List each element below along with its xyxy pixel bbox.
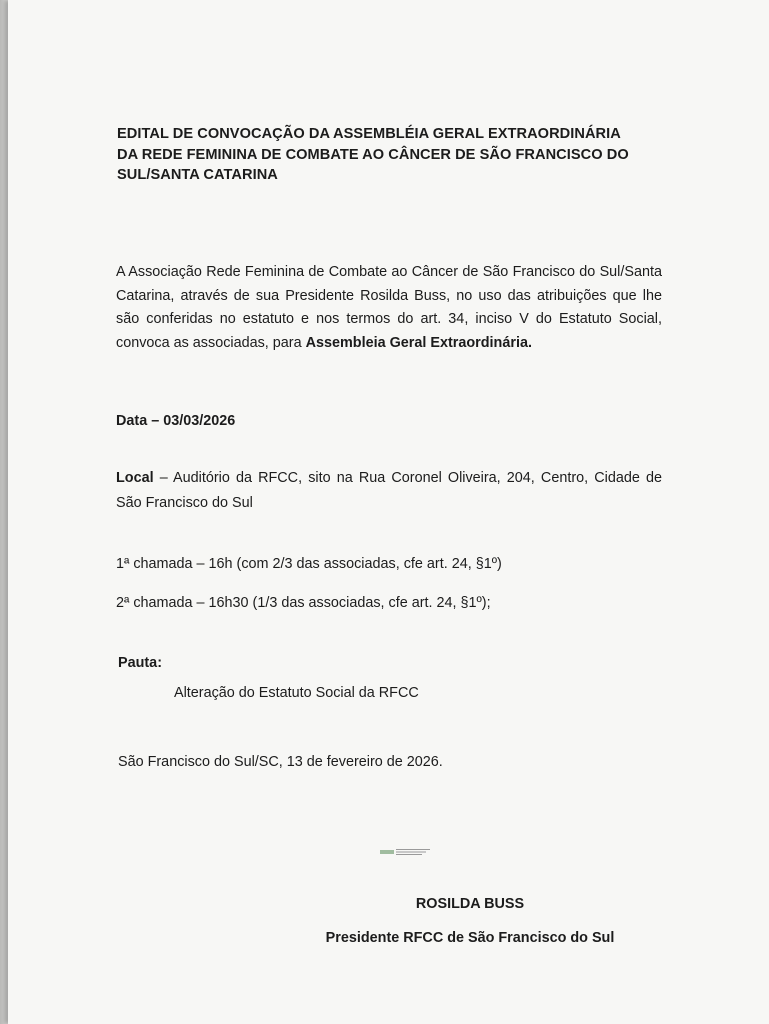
- intro-text: A Associação Rede Feminina de Combate ao Câncer de São Francisco do Sul/Santa Catarina, através de sua Presidente Rosilda Buss, no uso das atribuições que lhe são conferidas no estatuto e nos termos do art. 34, inciso V do Estatuto Social, convoca as associadas, para: [116, 264, 662, 351]
- title-line-1: EDITAL DE CONVOCAÇÃO DA ASSEMBLÉIA GERAL EXTRAORDINÁRIA: [117, 126, 621, 142]
- signer-name: ROSILDA BUSS: [415, 896, 525, 912]
- agenda-label: [118, 652, 162, 676]
- date-value: – 03/03/2026: [147, 413, 236, 429]
- date-label: Data: [116, 413, 148, 429]
- signer-role: Presidente RFCC de São Francisco do Sul: [325, 930, 615, 946]
- title-line-3: SUL/SANTA CATARINA: [117, 167, 278, 183]
- edital-title: [117, 124, 677, 186]
- local-label: Local: [116, 470, 154, 486]
- place-date-line: São Francisco do Sul/SC, 13 de fevereiro de 2026.: [118, 754, 443, 770]
- second-call-line: 2ª chamada – 16h30 (1/3 das associadas, cfe art. 24, §1º);: [116, 595, 491, 611]
- date-line: [116, 410, 235, 434]
- intro-bold-assembly: Assembleia Geral Extraordinária.: [305, 334, 532, 351]
- intro-paragraph: [116, 261, 662, 355]
- local-paragraph: [116, 466, 662, 516]
- local-value: – Auditório da RFCC, sito na Rua Coronel Oliveira, 204, Centro, Cidade de São Francisco do Sul: [116, 470, 662, 511]
- agenda-item: Alteração do Estatuto Social da RFCC: [174, 685, 419, 701]
- title-line-2: DA REDE FEMININA DE COMBATE AO CÂNCER DE SÃO FRANCISCO DO: [117, 146, 629, 163]
- digital-signature-stamp: [380, 848, 432, 856]
- agenda-label-text: Pauta:: [118, 655, 162, 671]
- first-call-line: 1ª chamada – 16h (com 2/3 das associadas, cfe art. 24, §1º): [116, 556, 502, 572]
